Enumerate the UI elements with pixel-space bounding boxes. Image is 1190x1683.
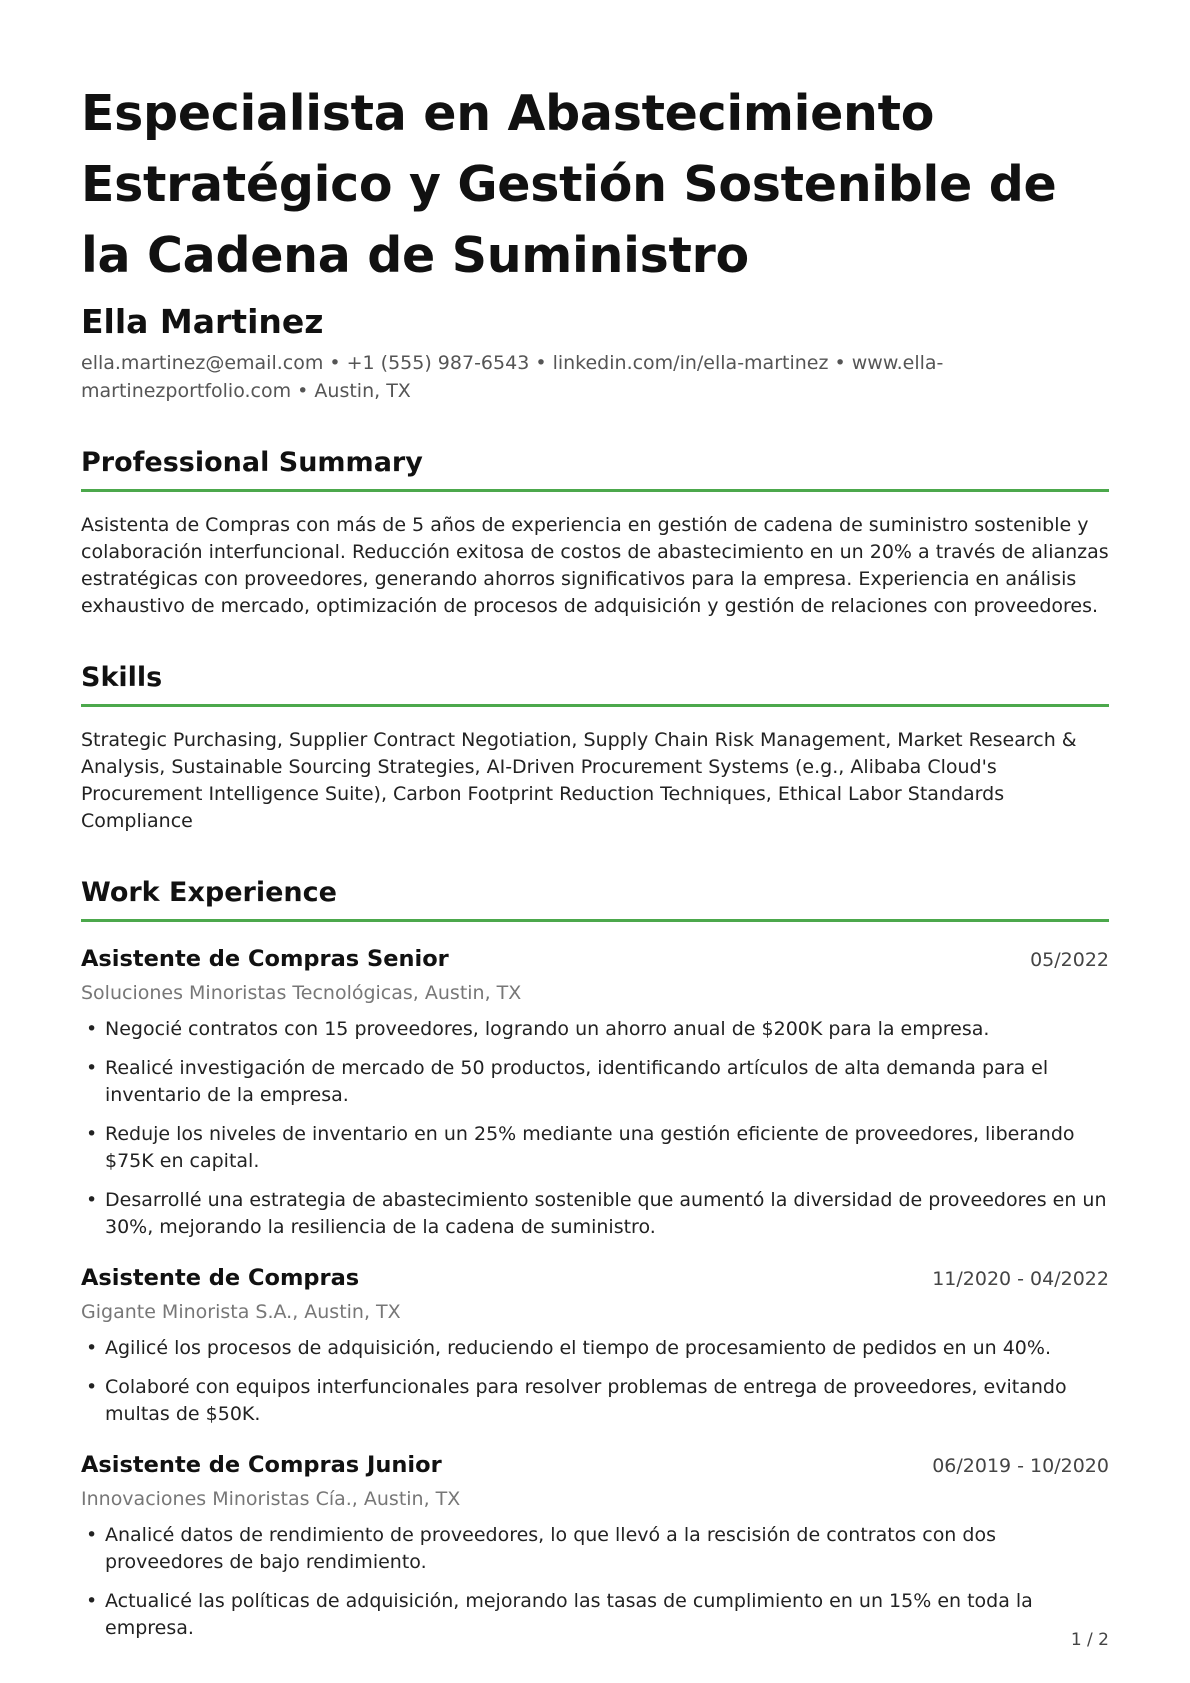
- job-bullets: [81, 1335, 1109, 1428]
- skills-text: Strategic Purchasing, Supplier Contract Negotiation, Supply Chain Risk Management, Market Research & Analysis, Sustainable Sourcing Strategies, AI-Driven Procurement Systems (e.g., Alibaba Cloud's Procurement Intelligence Suite), Carbon Footprint Reduction Techniques, Ethical Labor Standards Compliance: [81, 729, 1077, 832]
- job-company: Gigante Minorista S.A., Austin, TX: [81, 1301, 401, 1323]
- skills-heading: Skills: [81, 660, 1109, 707]
- summary-text: Asistenta de Compras con más de 5 años de experiencia en gestión de cadena de suministro sostenible y colaboración interfuncional. Reducción exitosa de costos de abastecimiento en un 20% a través de alianzas estratégicas con proveedores, generando ahorros significativos para la empresa. Experiencia en análisis exhaustivo de mercado, optimización de procesos de adquisición y gestión de relaciones con proveedores.: [81, 514, 1109, 617]
- page-number: 1 / 2: [1070, 1630, 1109, 1650]
- job-header: [81, 1450, 1109, 1480]
- job-date: 11/2020 - 04/2022: [932, 1268, 1109, 1290]
- candidate-name: Ella Martinez: [81, 302, 324, 341]
- job-header: [81, 944, 1109, 974]
- job-title: Asistente de Compras Senior: [81, 946, 449, 972]
- job-bullet: • Desarrollé una estrategia de abastecimiento sostenible que aumentó la diversidad de proveedores en un 30%, mejorando la resiliencia de la cadena de suministro.: [81, 1187, 1109, 1241]
- job-company: Soluciones Minoristas Tecnológicas, Austin, TX: [81, 982, 522, 1004]
- job-bullet: • Realicé investigación de mercado de 50 productos, identificando artículos de alta demanda para el inventario de la empresa.: [81, 1055, 1109, 1109]
- job-title: Asistente de Compras Junior: [81, 1452, 442, 1478]
- summary-section: [81, 445, 1109, 620]
- job-title: Asistente de Compras: [81, 1265, 360, 1291]
- job-bullets: [81, 1522, 1109, 1642]
- job-bullet: • Analicé datos de rendimiento de proveedores, lo que llevó a la rescisión de contratos con dos proveedores de bajo rendimiento.: [81, 1522, 1109, 1576]
- job-bullet: • Colaboré con equipos interfuncionales para resolver problemas de entrega de proveedores, evitando multas de $50K.: [81, 1374, 1109, 1428]
- experience-section: [81, 875, 1109, 1642]
- contact-info: ella.martinez@email.com • +1 (555) 987-6543 • linkedin.com/in/ella-martinez • www.ella-martinezportfolio.com • Austin, TX: [81, 352, 944, 402]
- resume-headline: Especialista en Abastecimiento Estratégico y Gestión Sostenible de la Cadena de Suministro: [81, 85, 1057, 284]
- job-entry: [81, 1450, 1109, 1642]
- job-date: 06/2019 - 10/2020: [932, 1455, 1109, 1477]
- skills-section: [81, 660, 1109, 835]
- job-date: 05/2022: [1030, 949, 1109, 971]
- job-bullet: • Agilicé los procesos de adquisición, reduciendo el tiempo de procesamiento de pedidos en un 40%.: [81, 1335, 1109, 1362]
- summary-heading: Professional Summary: [81, 445, 1109, 492]
- experience-heading: Work Experience: [81, 875, 1109, 922]
- job-bullet: • Negocié contratos con 15 proveedores, logrando un ahorro anual de $200K para la empresa.: [81, 1016, 1109, 1043]
- job-entry: [81, 944, 1109, 1241]
- job-company: Innovaciones Minoristas Cía., Austin, TX: [81, 1488, 461, 1510]
- job-bullets: [81, 1016, 1109, 1241]
- job-entry: [81, 1263, 1109, 1428]
- job-bullet: • Reduje los niveles de inventario en un 25% mediante una gestión eficiente de proveedores, liberando $75K en capital.: [81, 1121, 1109, 1175]
- job-bullet: • Actualicé las políticas de adquisición, mejorando las tasas de cumplimiento en un 15% en toda la empresa.: [81, 1588, 1109, 1642]
- job-header: [81, 1263, 1109, 1293]
